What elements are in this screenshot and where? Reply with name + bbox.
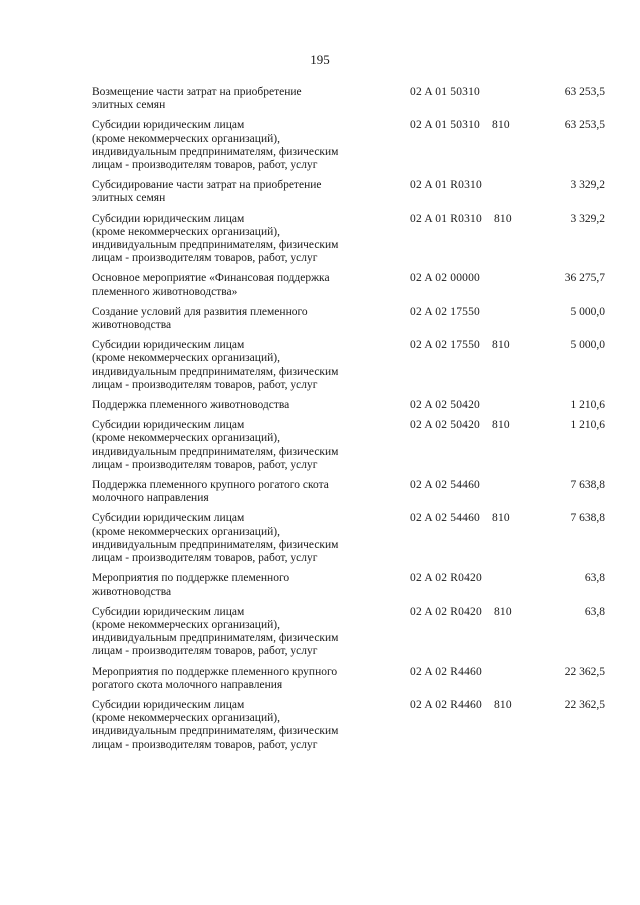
item-code <box>410 699 512 712</box>
expense-type-code: 810 <box>493 698 512 711</box>
expense-type-code: 810 <box>492 419 510 432</box>
table-row <box>0 699 640 752</box>
item-amount: 5 000,0 <box>570 339 605 352</box>
item-amount: 3 329,2 <box>570 179 605 192</box>
item-amount: 7 638,8 <box>570 479 605 492</box>
table-row <box>0 399 640 412</box>
table-row <box>0 666 640 692</box>
item-name: Субсидии юридическим лицам (кроме некоммерческих организаций), индивидуальным предпринимателям, физическим лицам - производителям товаров, работ, услуг <box>92 605 339 658</box>
item-amount: 3 329,2 <box>570 212 605 225</box>
table-row <box>0 179 640 205</box>
target-article-code: 02 A 01 R0310 <box>410 212 482 225</box>
target-article-code: 02 A 02 50420 <box>410 399 481 412</box>
item-name: Мероприятия по поддержке племенного крупного рогатого скота молочного направления <box>92 665 338 691</box>
target-article-code: 02 A 01 R0310 <box>410 179 482 192</box>
item-amount: 5 000,0 <box>570 305 605 318</box>
page-number: 195 <box>310 52 330 67</box>
table-row <box>0 419 640 472</box>
expense-type-code: 810 <box>492 512 510 525</box>
target-article-code: 02 A 01 50310 <box>410 86 481 98</box>
item-name: Субсидии юридическим лицам (кроме некоммерческих организаций), индивидуальным предпринимателям, физическим лицам - производителям товаров, работ, услуг <box>92 119 339 172</box>
item-amount: 36 275,7 <box>564 272 605 285</box>
item-code <box>410 419 510 432</box>
item-name: Субсидии юридическим лицам (кроме некоммерческих организаций), индивидуальным предпринимателям, физическим лицам - производителям товаров, работ, услуг <box>92 419 339 471</box>
item-amount: 22 362,5 <box>564 665 605 678</box>
budget-table <box>0 86 640 759</box>
target-article-code: 02 A 01 50310 <box>410 119 481 132</box>
item-code <box>410 119 510 132</box>
item-code <box>410 213 512 226</box>
table-row <box>0 572 640 598</box>
target-article-code: 02 A 02 54460 <box>410 479 481 492</box>
item-name: Субсидии юридическим лицам (кроме некоммерческих организаций), индивидуальным предпринимателям, физическим лицам - производителям товаров, работ, услуг <box>92 698 339 751</box>
item-name: Создание условий для развития племенного животноводства <box>92 305 308 332</box>
target-article-code: 02 A 02 00000 <box>410 272 481 285</box>
item-code <box>410 606 512 619</box>
item-amount: 1 210,6 <box>570 419 605 432</box>
target-article-code: 02 A 02 50420 <box>410 419 481 432</box>
table-row <box>0 213 640 266</box>
target-article-code: 02 A 02 17550 <box>410 339 481 352</box>
expense-type-code: 810 <box>493 212 512 225</box>
table-row <box>0 339 640 392</box>
item-code <box>410 306 492 319</box>
item-code <box>410 179 494 192</box>
table-row <box>0 479 640 505</box>
target-article-code: 02 A 02 R0420 <box>410 572 482 585</box>
item-code <box>410 272 492 285</box>
item-name: Субсидии юридическим лицам (кроме некоммерческих организаций), индивидуальным предпринимателям, физическим лицам - производителям товаров, работ, услуг <box>92 212 339 265</box>
item-amount: 22 362,5 <box>564 698 605 711</box>
item-code <box>410 666 494 679</box>
item-name: Поддержка племенного животноводства <box>92 399 290 412</box>
table-row <box>0 272 640 298</box>
item-amount: 63,8 <box>584 572 605 585</box>
target-article-code: 02 A 02 R4460 <box>410 698 482 711</box>
item-amount: 63 253,5 <box>564 86 605 98</box>
item-name: Мероприятия по поддержке племенного животноводства <box>92 572 290 598</box>
item-code <box>410 86 492 99</box>
item-amount: 1 210,6 <box>570 399 605 412</box>
item-name: Субсидии юридическим лицам (кроме некоммерческих организаций), индивидуальным предпринимателям, физическим лицам - производителям товаров, работ, услуг <box>92 512 339 565</box>
item-amount: 7 638,8 <box>570 512 605 525</box>
item-name: Возмещение части затрат на приобретение элитных семян <box>92 86 302 112</box>
target-article-code: 02 A 02 R4460 <box>410 665 482 678</box>
item-amount: 63 253,5 <box>564 119 605 132</box>
item-code <box>410 572 494 585</box>
target-article-code: 02 A 02 54460 <box>410 512 481 525</box>
item-code <box>410 512 510 525</box>
item-code <box>410 479 492 492</box>
target-article-code: 02 A 02 17550 <box>410 305 481 318</box>
item-name: Субсидирование части затрат на приобретение элитных семян <box>92 179 322 205</box>
item-code <box>410 339 510 352</box>
item-amount: 63,8 <box>584 605 605 618</box>
item-code <box>410 399 492 412</box>
target-article-code: 02 A 02 R0420 <box>410 605 482 618</box>
expense-type-code: 810 <box>493 605 512 618</box>
item-name: Субсидии юридическим лицам (кроме некоммерческих организаций), индивидуальным предпринимателям, физическим лицам - производителям товаров, работ, услуг <box>92 339 339 391</box>
item-name: Основное мероприятие «Финансовая поддержка племенного животноводства» <box>92 272 330 298</box>
expense-type-code: 810 <box>492 119 510 132</box>
expense-type-code: 810 <box>492 339 510 352</box>
table-row <box>0 512 640 565</box>
item-name: Поддержка племенного крупного рогатого скота молочного направления <box>92 479 329 505</box>
table-row <box>0 606 640 659</box>
table-row <box>0 306 640 332</box>
table-row <box>0 119 640 172</box>
table-row <box>0 86 640 112</box>
